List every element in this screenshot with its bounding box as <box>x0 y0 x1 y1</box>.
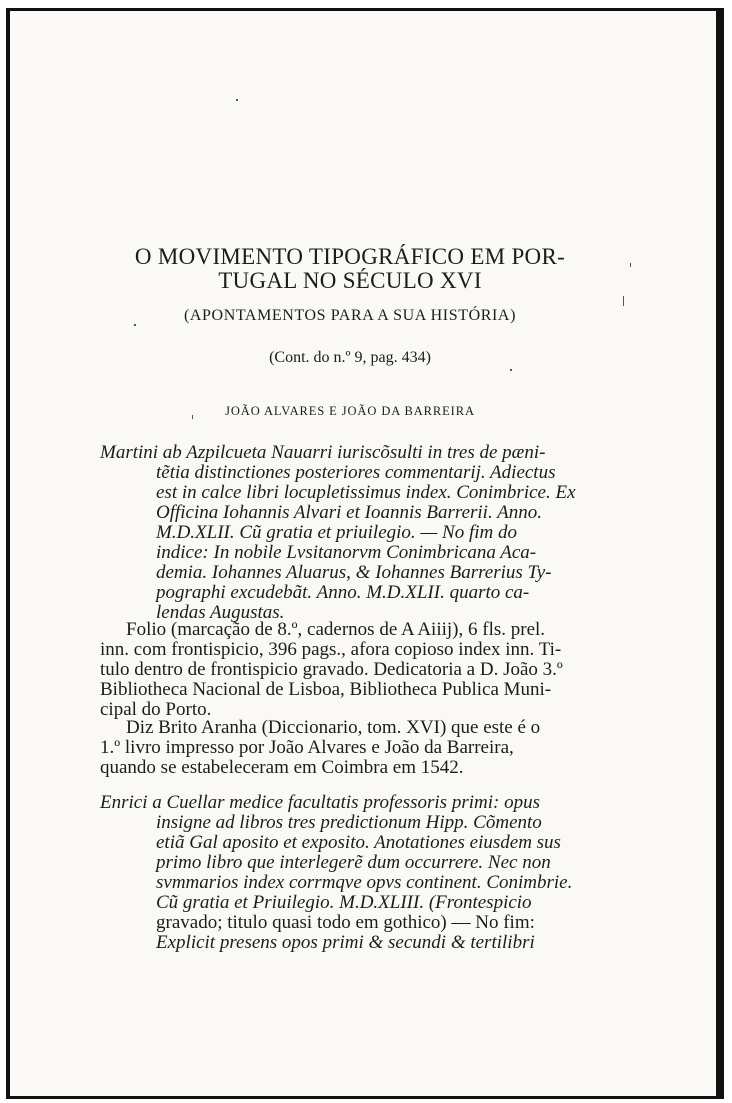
entry1-line: Officina Iohannis Alvari et Ioannis Barrerii. Anno. <box>156 502 542 523</box>
paragraph1-line: Bibliotheca Nacional de Lisboa, Bibliotheca Publica Muni- <box>100 679 552 700</box>
paragraph2-line: 1.º livro impresso por João Alvares e João da Barreira, <box>100 737 514 758</box>
paragraph1-line: tulo dentro de frontispicio gravado. Dedicatoria a D. João 3.º <box>100 659 563 680</box>
entry2-line: insigne ad libros tres predictionum Hipp. Cõmento <box>156 812 542 833</box>
scan-speck <box>510 369 512 371</box>
paragraph2-line: Diz Brito Aranha (Diccionario, tom. XVI) que este é o <box>126 717 541 738</box>
entry1-line: indice: In nobile Lvsitanorvm Conimbricana Aca- <box>156 542 537 563</box>
entry2-line: Explicit presens opos primi & secundi & tertilibri <box>156 932 535 953</box>
scan-speck <box>630 263 631 267</box>
paragraph1-line: cipal do Porto. <box>100 699 212 720</box>
entry2-line: primo libro que interlegerẽ dum occurrere. Nec non <box>156 852 551 873</box>
entry1-line: demia. Iohannes Aluarus, & Iohannes Barrerius Ty- <box>156 562 552 583</box>
section-heading: JOÃO ALVARES E JOÃO DA BARREIRA <box>225 404 475 418</box>
entry2-line: Enrici a Cuellar medice facultatis professoris primi: opus <box>100 792 540 813</box>
paragraph1-line: inn. com frontispicio, 396 pags., afora copioso index inn. Ti- <box>100 639 562 660</box>
entry2-line: gravado; titulo quasi todo em gothico) — No fim: <box>156 912 535 933</box>
paragraph1-line: Folio (marcação de 8.º, cadernos de A Aiiij), 6 fls. prel. <box>126 619 546 640</box>
page-content <box>10 11 716 1096</box>
entry1-line: M.D.XLII. Cũ gratia et priuilegio. — No fim do <box>156 522 517 543</box>
continuation-note: (Cont. do n.º 9, pag. 434) <box>269 349 431 366</box>
scan-speck <box>236 99 238 101</box>
entry1-line: Martini ab Azpilcueta Nauarri iuriscõsulti in tres de pæni- <box>100 442 546 463</box>
article-subtitle: (APONTAMENTOS PARA A SUA HISTÓRIA) <box>183 307 517 324</box>
entry2-line: Cũ gratia et Priuilegio. M.D.XLIII. (Frontespicio <box>156 892 532 913</box>
entry1-line: lendas Augustas. <box>156 602 285 623</box>
article-title-line-1: O MOVIMENTO TIPOGRÁFICO EM POR- <box>134 244 566 269</box>
scan-speck <box>623 296 624 306</box>
entry2-line: etiã Gal aposito et exposito. Anotationes eiusdem sus <box>156 832 561 853</box>
entry1-line: est in calce libri locupletissimus index. Conimbrice. Ex <box>156 482 576 503</box>
article-title-line-2: TUGAL NO SÉCULO XVI <box>218 268 482 293</box>
scan-speck <box>192 415 193 419</box>
entry2-line: svmmarios index corrmqve opvs continent. Conimbrie. <box>156 872 573 893</box>
paragraph2-line: quando se estabeleceram em Coimbra em 1542. <box>100 757 464 778</box>
scan-speck <box>134 324 136 326</box>
entry1-line: tẽtia distinctiones posteriores commentarij. Adiectus <box>156 462 556 483</box>
entry1-line: pographi excudebãt. Anno. M.D.XLII. quarto ca- <box>156 582 530 603</box>
scanned-page <box>6 8 724 1099</box>
